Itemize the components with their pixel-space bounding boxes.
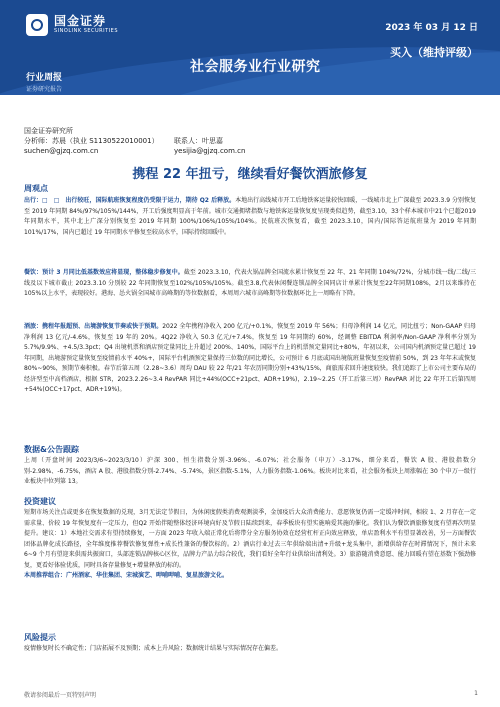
paragraph-body: 短期市场关注点或更多在恢复数据的兑现，3月无法定节假日，为休闲度假类消费观测淡季，金加疫后大众消费能力、意愿恢复仍需一定缓冲时间，相较 1、2 月存在一定需求量、价较 19 年恢复度有一定压力，但Q2 开始伴随整体经济环境向好及节假日陆续到来，春季板块有望实施响爱其施的催化。我们认为餐饮酒旅修复度有望再次明显提升。建议：1）本地社交需求有望持续修复，一方面 2023 年收入端正常化后将带分全方服务协效在经营杠杆正向效应释放，单店盈利水平有望显著改善，另一方面餐饮团体品牌化成长路径，全年维度推荐餐饮修复弹性+成长性兼备的餐饮标的。2）酒店行业过去三年供给端出清+升级+龙头集中，新增供给存在时滞情况下，预计未来 6~9 个月有望迎来供需共振窗口，头部连锁品牌核心区位，品牌力产品力综合较优，我们看好全年行业供给出清利处。3）旅游随消费意愿、能力回暖有望在基数下强劲修复，更看好体验优质，同时具备存量修复+增量释放的标的。: [24, 509, 476, 569]
paragraph-body: 2022 全年携程净收入 200 亿元/+0.1%，恢复至 2019 年 56%；归母净利润 14 亿元，同比扭亏；Non-GAAP 归母净利润 13 亿元/-4.6%，恢复至 19 年的 20%。4Q22 净收入 50.3 亿元/+7.4%，恢复至 19 年同期约 60%，经调整 EBITDA 利润率/Non-GAAP 净利率分别为 5.7%/9.9%、+4.5/3.3pct；Q4 出境机票和酒店预定量同比上升超过 200%、140%，国际平台上的机票预定量同比+80%，年初以来，公司国内机酒预定量已超过 19 年同期，出境游预定量恢复至疫情前水平 40%+，国际平台机酒预定量保持三位数的同比增长，公司预计 6 月底或国出境航班量恢复至疫情前 50%，到 23 年年末或恢复 80%~90%，预期节奏积极。春节后第五周（2.28~3.6）周均 DAU 较 22 年/21 年农历同期分别+43%/15%，商旅需求回升速度较快。我们追踪了上市公司主要布局的经济型至中高档酒店，根据 STR，2023.2.26~3.4 RevPAR 同比+44%(OCC+21pct、ADR+19%)，2.19~2.25（开工后第三周）RevPAR 对比 22 年开工后第四周+54%(OCC+17pct、ADR+19%)。: [24, 323, 476, 393]
section-heading-data-tracking: 数据&公告跟踪: [24, 445, 79, 454]
report-category: 行业周报: [26, 73, 63, 83]
paragraph-body: 本地出行高线城市开工后地铁客运量较快回暖，一线城市北上广深截至 2023.3.9 分别恢复至 2019 年同期 84%/97%/105%/144%，开工后强度明显高于年前。城市交通拥堵指数与地铁客运量恢复度呈现类似趋势，截至3.10，33个样本城市中21个已超2019年同期水平，其中北上广深分别恢复至 2019 年同期 100%/106%/105%/104%。民航班次恢复看，截至 2023.3.10，国内/国际答运航班量为 2019 年同期 101%/17%，国内已超过 19 年同期水平修复至较高水平，国际持续回暖中。: [24, 197, 476, 236]
section-heading-risk: 风险提示: [24, 633, 56, 642]
logo-name-cn: 国金证券: [54, 14, 107, 28]
page-number: 1: [474, 690, 478, 697]
report-subcategory: 证券研究报告: [26, 86, 63, 93]
brand-logo: [26, 14, 118, 36]
paragraph-lead: 餐饮：预计 3 月同比低基数效应将显现，整体稳步修复中。: [24, 269, 184, 276]
paragraph-investment: [24, 508, 476, 582]
rating-badge: 买入（维持评级）: [390, 46, 478, 59]
paragraph-hotel-travel: [24, 322, 476, 396]
paragraph-risk: 疫情修复时长不确定性；门店拓展不及预期；成本上升风险；数据统计结果与实际情况存在偏差。: [24, 645, 283, 652]
paragraph-body: 截至 2023.3.10，代表火锅品牌全国流水累计恢复至 22 年、21 年同期 104%/72%，分城市线一线/二线/三线及以下城市截止 2023.3.10 分别较 22 年同期恢复至102%/105%/105%。截至3.8,代表休闲餐连锁品牌全国同店计单累计恢复至22年同期108%，2月以来维持在105%以上水平，表现较好。港海、怂火锅全国城市高峰期的等位数据看，本周周六城市高峰期等位数据环比上一周略有下降。: [24, 269, 476, 297]
paragraph-lead: 酒旅：携程年报超预、出境游恢复节奏或快于预期。: [24, 323, 163, 330]
analyst-email[interactable]: suchen@gjzq.com.cn: [24, 147, 99, 155]
contact-name: 联系人：叶思嘉: [174, 137, 223, 145]
logo-icon: [26, 14, 48, 36]
logo-name-en: SINOLINK SECURITIES: [54, 28, 118, 34]
report-header: [0, 0, 500, 95]
paragraph-market-data: 上周（开盘时间 2023/3/6~2023/3/10）沪深 300、恒生指数分别-3.96%、-6.07%；社会服务（申万）-3.17%，细分来看，餐饮 A 股、港股指数分别-2.98%、-6.75%，酒店 A 股、港股指数分别-2.74%、-5.74%，景区指数-5.1%，人力服务指数-1.06%。板块对比来看，社会服务板块上周涨幅在 30 个申万一级行业板块中位列第 13。: [24, 457, 476, 485]
report-date: 2023 年 03 月 12 日: [385, 23, 478, 33]
recommended-portfolio: 本周推荐组合：广州酒家、华住集团、宋城演艺、呷哺呷哺、复星旅游文化。: [24, 572, 229, 579]
section-heading-investment: 投资建议: [24, 497, 56, 506]
author-info: [24, 126, 246, 156]
section-heading-weekly-view: 周观点: [24, 184, 48, 193]
footer-disclaimer: 敬请参阅最后一页特别声明: [24, 692, 97, 699]
analyst-name: 分析师：苏晨（执业 S1130522010001）: [24, 137, 159, 145]
report-title: 社会服务业行业研究: [190, 59, 321, 75]
paragraph-lead: 出行：□ □ 出行较旺，国际航班恢复程度仍受限于运力，期待 Q2 后释放。: [24, 197, 236, 204]
paragraph-travel: [24, 196, 476, 238]
paragraph-catering: [24, 268, 476, 300]
document-headline: 携程 22 年扭亏，继续看好餐饮酒旅修复: [132, 167, 368, 182]
contact-email[interactable]: yesijia@gjzq.com.cn: [174, 147, 246, 155]
institute-name: 国金证券研究所: [24, 127, 73, 135]
